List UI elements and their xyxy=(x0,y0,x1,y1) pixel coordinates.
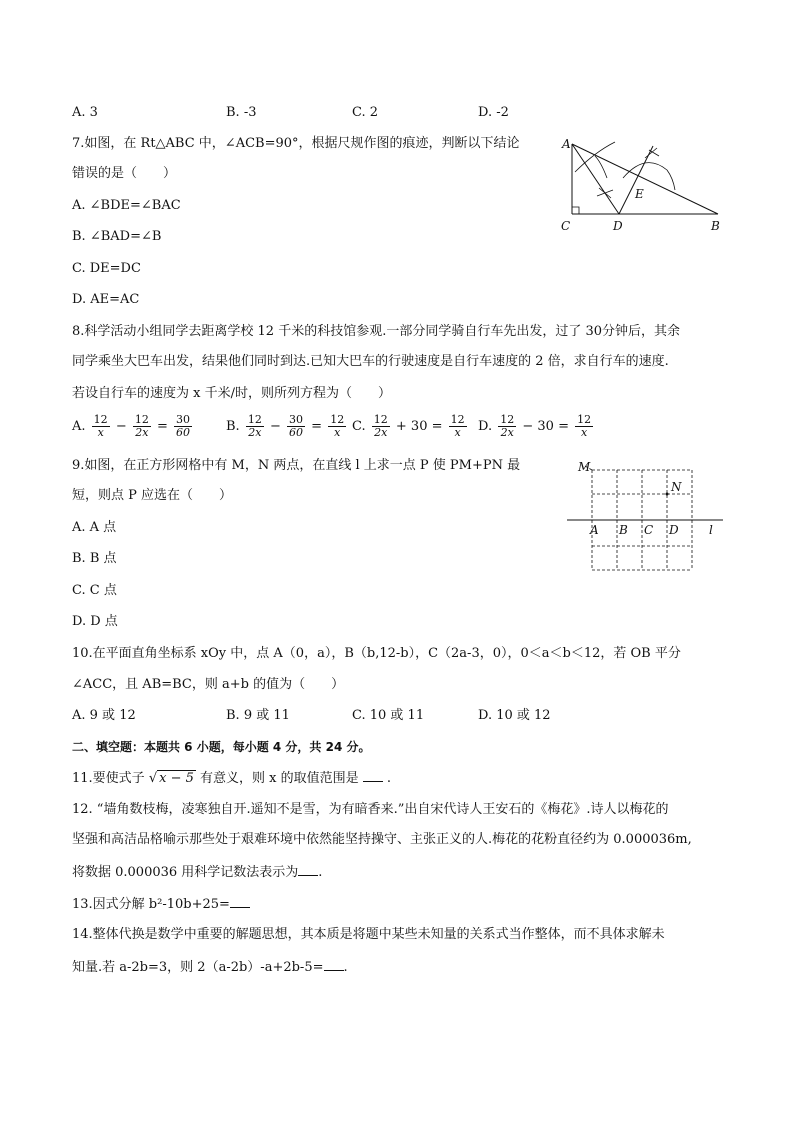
q7-stem-line2: 错误的是（ ） xyxy=(72,166,177,181)
q8-option-a: A. $\frac{12}{x}$ − $\frac{12}{2x}$ = $\frac{30}{60}$ xyxy=(72,413,191,439)
q9-label-d: D xyxy=(669,523,679,537)
q11-suffix: 有意义，则 x 的取值范围是 xyxy=(200,771,359,786)
q9-label-m: M xyxy=(578,460,591,474)
q7-option-a: A. ∠BDE=∠BAC xyxy=(72,198,181,213)
q8-stem-line2: 同学乘坐大巴车出发，结果他们同时到达.已知大巴车的行驶速度是自行车速度的 2 倍，求自行车的速度. xyxy=(72,354,669,369)
q10-option-b: B. 9 或 11 xyxy=(226,708,290,723)
q10-stem-line1: 10.在平面直角坐标系 xOy 中，点 A（0，a），B（b,12-b），C（2a-3，0），0＜a＜b＜12，若 OB 平分 xyxy=(72,646,681,661)
q7-label-b: B xyxy=(711,219,720,233)
q6-option-c: C. 2 xyxy=(352,105,379,120)
q6-option-a: A. 3 xyxy=(72,105,98,120)
section2-heading: 二、填空题：本题共 6 小题，每小题 4 分，共 24 分。 xyxy=(72,740,371,754)
q6-option-b: B. -3 xyxy=(226,105,257,120)
q7-label-d: D xyxy=(613,219,623,233)
q10-stem-line2: ∠ACC，且 AB=BC，则 a+b 的值为（ ） xyxy=(72,677,345,692)
q14-stem-line2: 知量.若 a-2b=3，则 2（a-2b）-a+2b-5= . xyxy=(72,960,348,975)
q9-label-b: B xyxy=(619,523,628,537)
q8-option-c: C. $\frac{12}{2x}$ + 30 = $\frac{12}{x}$ xyxy=(352,413,465,439)
q12-stem-line3: 将数据 0.000036 用科学记数法表示为 . xyxy=(72,865,323,880)
q8-c-frac3: $\frac{12}{x}$ xyxy=(450,413,465,439)
q7-option-b: B. ∠BAD=∠B xyxy=(72,229,162,244)
q9-label-l: l xyxy=(709,523,713,537)
q12-answer-blank[interactable] xyxy=(298,863,318,876)
q9-grid-figure xyxy=(565,456,725,576)
q11-prefix: 11.要使式子 xyxy=(72,771,145,786)
q9-option-a: A. A 点 xyxy=(72,520,117,535)
q8-option-d: D. $\frac{12}{2x}$ − 30 = $\frac{12}{x}$ xyxy=(478,413,592,439)
q8-d-frac1: $\frac{12}{2x}$ xyxy=(500,413,515,439)
q12-stem-line1: 12. “墙角数枝梅，凌寒独自开.遥知不是雪，为有暗香来.”出自宋代诗人王安石的《梅花》.诗人以梅花的 xyxy=(72,802,669,817)
q7-label-a: A xyxy=(562,137,571,151)
q7-triangle-figure xyxy=(555,132,735,242)
q8-option-c-letter: C. xyxy=(352,419,366,434)
q10-option-c: C. 10 或 11 xyxy=(352,708,425,723)
q14-answer-blank[interactable] xyxy=(324,958,344,971)
q8-d-frac3: $\frac{12}{x}$ xyxy=(577,413,592,439)
q9-label-c: C xyxy=(644,523,654,537)
q11-sqrt-expression: √ x − 5 xyxy=(148,771,194,786)
q10-option-a: A. 9 或 12 xyxy=(72,708,136,723)
q13-stem: 13.因式分解 b²-10b+25= xyxy=(72,895,250,913)
q8-option-b: B. $\frac{12}{2x}$ − $\frac{30}{60}$ = $\frac{12}{x}$ xyxy=(226,413,345,439)
q7-label-c: C xyxy=(561,219,571,233)
q8-b-frac3: $\frac{12}{x}$ xyxy=(330,413,345,439)
q9-option-d: D. D 点 xyxy=(72,614,118,629)
q14-stem-line1: 14.整体代换是数学中重要的解题思想，其本质是将题中某些未知量的关系式当作整体，而不具体求解未 xyxy=(72,927,665,942)
q12-stem-line2: 坚强和高洁品格喻示那些处于艰难环境中依然能坚持操守、主张正义的人.梅花的花粉直径约为 0.000036m, xyxy=(72,832,692,847)
q7-stem-line1: 7.如图，在 Rt△ABC 中，∠ACB=90°，根据尺规作图的痕迹，判断以下结论 xyxy=(72,136,520,151)
q9-stem-line1: 9.如图，在正方形网格中有 M，N 两点，在直线 l 上求一点 P 使 PM+PN 最 xyxy=(72,458,521,473)
q8-option-b-letter: B. xyxy=(226,419,240,434)
q8-b-frac1: $\frac{12}{2x}$ xyxy=(247,413,262,439)
q8-a-frac1: $\frac{12}{x}$ xyxy=(93,413,108,439)
q9-option-c: C. C 点 xyxy=(72,583,117,598)
q13-answer-blank[interactable] xyxy=(230,895,250,908)
q9-label-a: A xyxy=(590,523,599,537)
q8-a-frac2: $\frac{12}{2x}$ xyxy=(134,413,149,439)
q10-option-d: D. 10 或 12 xyxy=(478,708,551,723)
q9-option-b: B. B 点 xyxy=(72,551,117,566)
q7-option-c: C. DE=DC xyxy=(72,261,141,276)
q8-option-a-letter: A. xyxy=(72,419,86,434)
q9-stem-line2: 短，则点 P 应选在（ ） xyxy=(72,488,233,503)
q7-label-e: E xyxy=(635,187,644,201)
q11-answer-blank[interactable] xyxy=(363,769,383,782)
q8-stem-line3: 若设自行车的速度为 x 千米/时，则所列方程为（ ） xyxy=(72,386,391,401)
q11-stem: 11.要使式子 √ x − 5 有意义，则 x 的取值范围是 . xyxy=(72,771,392,786)
q8-a-frac3: $\frac{30}{60}$ xyxy=(176,413,191,439)
q8-c-frac1: $\frac{12}{2x}$ xyxy=(373,413,388,439)
q6-option-d: D. -2 xyxy=(478,105,509,120)
q9-label-n: N xyxy=(671,480,682,494)
q8-option-d-letter: D. xyxy=(478,419,493,434)
q8-b-frac2: $\frac{30}{60}$ xyxy=(289,413,304,439)
q7-option-d: D. AE=AC xyxy=(72,292,140,307)
q8-stem-line1: 8.科学活动小组同学去距离学校 12 千米的科技馆参观.一部分同学骑自行车先出发，过了 30分钟后，其余 xyxy=(72,324,681,339)
